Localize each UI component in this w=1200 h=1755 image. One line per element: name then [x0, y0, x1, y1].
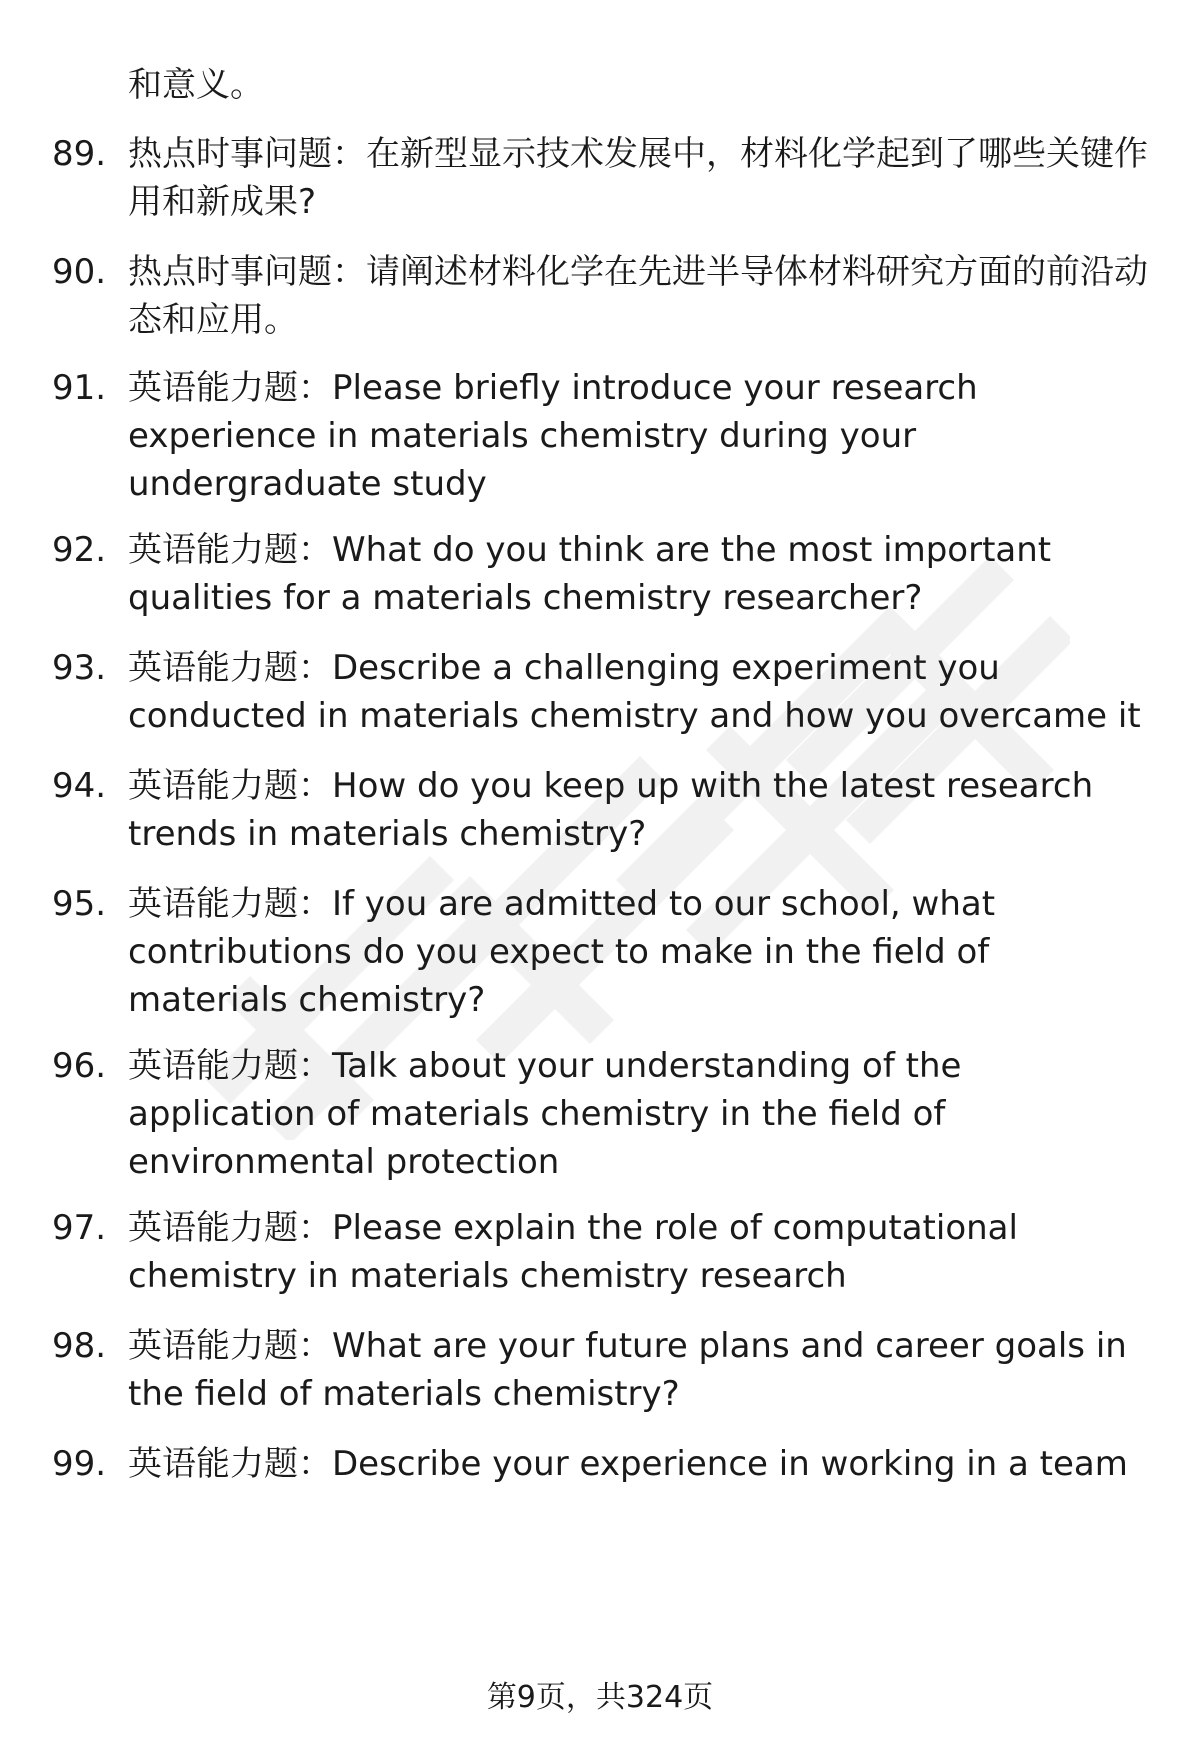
question-text — [128, 1042, 1158, 1186]
question-body: Describe your experience in working in a team — [332, 1444, 1128, 1484]
question-number: 96. — [52, 1046, 107, 1086]
question-body: What are your future plans and career goals in the field of materials chemistry? — [128, 1326, 1127, 1414]
question-text — [128, 762, 1158, 858]
question-number: 98. — [52, 1326, 107, 1366]
question-type: 英语能力题： — [128, 368, 332, 408]
question-body: How do you keep up with the latest research trends in materials chemistry? — [128, 766, 1094, 854]
question-number: 97. — [52, 1208, 107, 1248]
question-text — [128, 364, 1158, 508]
question-number: 94. — [52, 766, 107, 806]
question-body: 请阐述材料化学在先进半导体材料研究方面的前沿动态和应用。 — [128, 252, 1148, 340]
question-number: 95. — [52, 884, 107, 924]
question-body: If you are admitted to our school, what contributions do you expect to make in the field of materials chemistry? — [128, 884, 996, 1020]
question-number: 99. — [52, 1444, 107, 1484]
question-type: 英语能力题： — [128, 884, 332, 924]
question-body: Please briefly introduce your research experience in materials chemistry during your undergraduate study — [128, 368, 978, 504]
question-text — [128, 248, 1158, 344]
page-footer: 第9页，共324页 — [486, 1680, 714, 1715]
question-type: 英语能力题： — [128, 766, 332, 806]
question-number: 93. — [52, 648, 107, 688]
question-type: 英语能力题： — [128, 530, 332, 570]
question-number: 91. — [52, 368, 107, 408]
question-type: 英语能力题： — [128, 648, 332, 688]
question-type: 热点时事问题： — [128, 252, 366, 292]
question-type: 英语能力题： — [128, 1326, 332, 1366]
continuation-text: 和意义。 — [128, 65, 264, 105]
question-body: 在新型显示技术发展中，材料化学起到了哪些关键作用和新成果? — [128, 134, 1148, 222]
question-text — [128, 880, 1158, 1024]
question-body: Please explain the role of computational chemistry in materials chemistry research — [128, 1208, 1018, 1296]
question-text — [128, 130, 1158, 226]
question-text — [128, 644, 1158, 740]
question-type: 热点时事问题： — [128, 134, 366, 174]
question-text — [128, 1440, 1158, 1488]
question-number: 89. — [52, 134, 107, 174]
question-text — [128, 1204, 1158, 1300]
question-body: What do you think are the most important qualities for a materials chemistry researcher? — [128, 530, 1052, 618]
question-number: 90. — [52, 252, 107, 292]
question-text — [128, 526, 1158, 622]
question-type: 英语能力题： — [128, 1444, 332, 1484]
question-body: Talk about your understanding of the application of materials chemistry in the field of environmental protection — [128, 1046, 962, 1182]
question-number: 92. — [52, 530, 107, 570]
question-text — [128, 1322, 1158, 1418]
question-body: Describe a challenging experiment you conducted in materials chemistry and how you overcame it — [128, 648, 1141, 736]
question-type: 英语能力题： — [128, 1046, 332, 1086]
question-type: 英语能力题： — [128, 1208, 332, 1248]
